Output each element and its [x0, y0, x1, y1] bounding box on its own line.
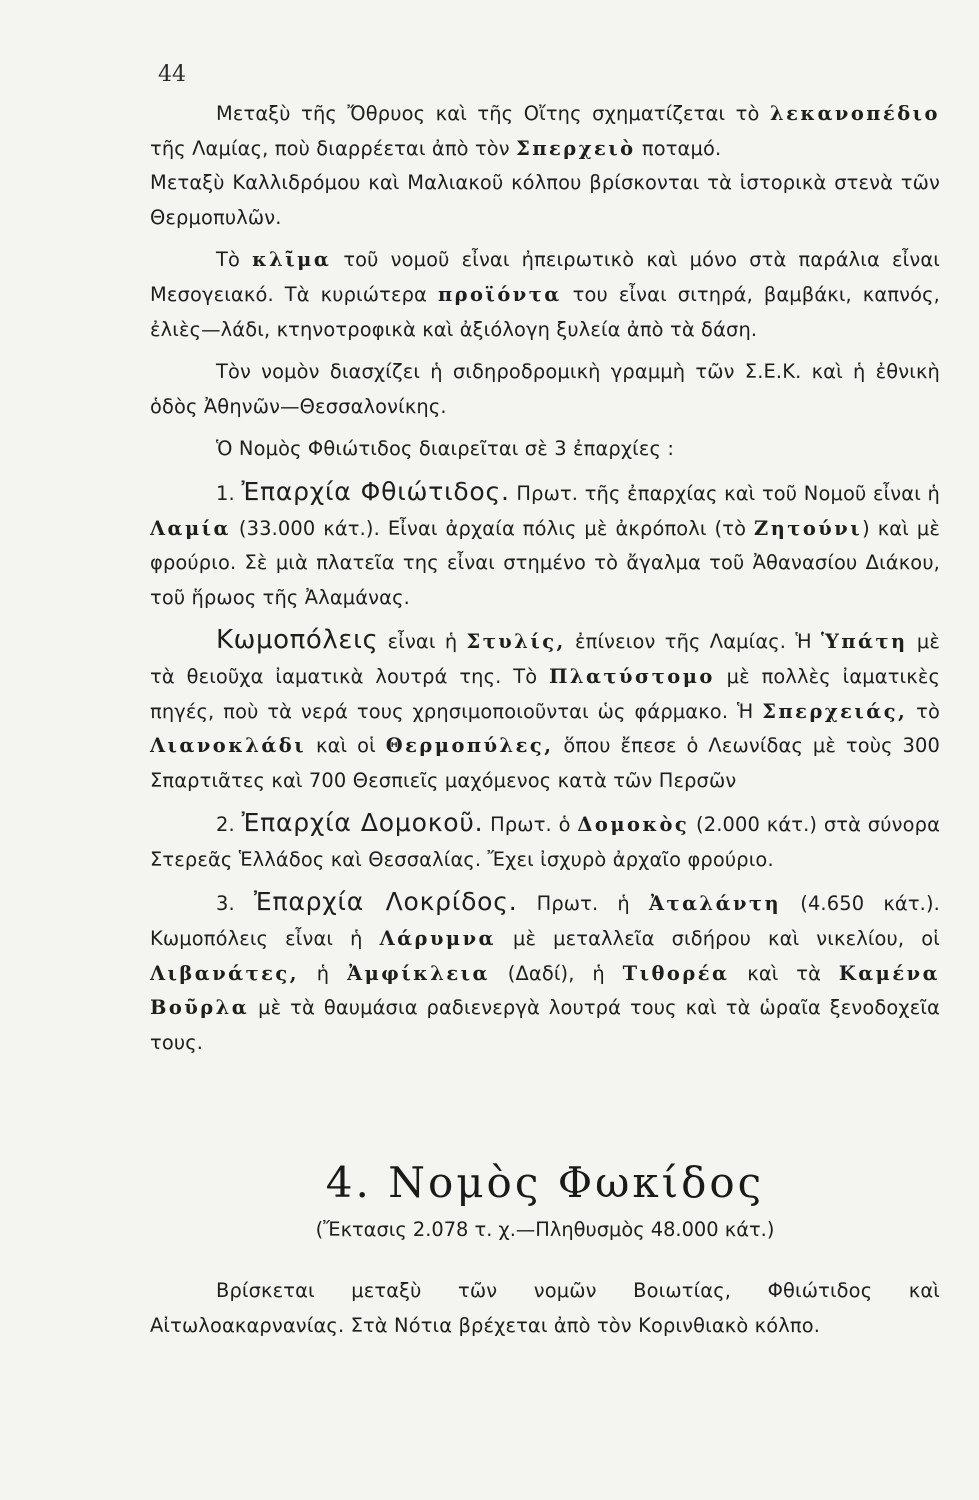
section-title: 4. Νομὸς Φωκίδος — [325, 1158, 765, 1207]
province-heading: Ἐπαρχία Δομοκοῦ. — [241, 808, 484, 838]
province-heading: Ἐπαρχία Φθιώτιδος. — [241, 476, 510, 506]
spaced-term: Πλατύστομο — [549, 664, 715, 688]
spaced-term: Δομοκὸς — [577, 813, 690, 837]
paragraph-province-fthiotida: 1. Ἐπαρχία Φθιώτιδος. Πρωτ. τῆς ἐπαρχίας καὶ τοῦ Νομοῦ εἶναι ἡ Λαμία (33.000 κάτ.). Εἶναι ἀρχαία πόλις μὲ ἀκρόπολι (τὸ Ζητούνι) καὶ μὲ φρούριο. Σὲ μιὰ πλατεῖα της εἶναι στημένο τὸ ἄγαλμα τοῦ Ἀθανασίου Διάκου, τοῦ ἥρωος τῆς Ἀλαμάνας. — [150, 476, 941, 609]
section-subtitle: (Ἔκτασις 2.078 τ. χ.—Πληθυσμὸς 48.000 κάτ.) — [315, 1218, 775, 1241]
spaced-term: Ἀμφίκλεια — [347, 961, 490, 985]
paragraph-province-domokos: 2. Ἐπαρχία Δομοκοῦ. Πρωτ. ὁ Δομοκὸς (2.000 κάτ.) στὰ σύνορα Στερεᾶς Ἑλλάδος καὶ Θεσσαλίας. Ἔχει ἰσχυρὸ ἀρχαῖο φρούριο. — [150, 808, 941, 871]
spaced-term: κλῖμα — [252, 248, 332, 272]
spaced-term: Τιθορέα — [622, 961, 730, 985]
paragraph-provinces-intro: Ὁ Νομὸς Φθιώτιδος διαιρεῖται σὲ 3 ἐπαρχίες : — [216, 437, 675, 461]
spaced-term: Λιανοκλάδι — [150, 734, 307, 758]
spaced-term: Ὑπάτη — [820, 630, 908, 654]
paragraph-fokida: Βρίσκεται μεταξὺ τῶν νομῶν Βοιωτίας, Φθιώτιδος καὶ Αἰτωλοακαρνανίας. Στὰ Νότια βρέχεται ἀπὸ τὸν Κορινθιακὸ κόλπο. — [150, 1279, 940, 1337]
spaced-term: Θερμοπύλες, — [385, 734, 554, 758]
page-number: 44 — [158, 62, 186, 87]
paragraph-railway: Τὸν νομὸν διασχίζει ἡ σιδηροδρομικὴ γραμμὴ τῶν Σ.Ε.Κ. καὶ ἡ ἐθνικὴ ὁδὸς Ἀθηνῶν—Θεσσαλονίκης. — [150, 360, 940, 418]
spaced-term: Σπερχειὸ — [516, 136, 636, 160]
section-body — [150, 1274, 940, 1343]
spaced-term: Λάρυμνα — [379, 927, 496, 951]
paragraph-province-lokrida: 3. Ἐπαρχία Λοκρίδος. Πρωτ. ἡ Ἀταλάντη (4.650 κάτ.). Κωμοπόλεις εἶναι ἡ Λάρυμνα μὲ μεταλλεῖα σιδήρου καὶ νικελίου, οἱ Λιβανάτες, ἡ Ἀμφίκλεια (Δαδί), ἡ Τιθορέα καὶ τὰ Καμένα Βοῦρλα μὲ τὰ θαυμάσια ραδιενεργὰ λουτρά τους καὶ τὰ ὡραῖα ξενοδοχεῖα τους. — [150, 887, 940, 1054]
spaced-term: Λαμία — [150, 516, 231, 540]
paragraph-lekanopedio: Μεταξὺ τῆς Ὄθρυος καὶ τῆς Οἴτης σχηματίζεται τὸ λεκανοπέδιο τῆς Λαμίας, ποὺ διαρρέεται ἀπὸ τὸν Σπερχειὸ ποταμό. Μεταξὺ Καλλιδρόμου καὶ Μαλιακοῦ κόλπου βρίσκονται τὰ ἱστορικὰ στενὰ τῶν Θερμοπυλῶν. — [150, 102, 940, 229]
province-heading: Ἐπαρχία Λοκρίδος. — [253, 887, 518, 917]
spaced-term: Σπερχειάς, — [762, 699, 908, 723]
spaced-term: Ἀταλάντη — [648, 892, 782, 916]
spaced-term: Στυλίς, — [466, 630, 566, 654]
paragraph-climate: Τὸ κλῖμα τοῦ νομοῦ εἶναι ἠπειρωτικὸ καὶ μόνο στὰ παράλια εἶναι Μεσογειακό. Τὰ κυριώτερα προϊόντα του εἶναι σιτηρά, βαμβάκι, καπνός, ἐλιὲς—λάδι, κτηνοτροφικὰ καὶ ἀξιόλογη ξυλεία ἀπὸ τὰ δάση. — [150, 248, 940, 341]
spaced-term: Καμένα Βοῦρλα — [150, 961, 940, 1020]
body-text — [150, 97, 940, 1060]
spaced-term: Λιβανάτες, — [150, 961, 299, 985]
paragraph-thermopylae: Μεταξὺ Καλλιδρόμου καὶ Μαλιακοῦ κόλπου βρίσκονται τὰ ἱστορικὰ στενὰ τῶν Θερμοπυλῶν. — [150, 171, 940, 229]
spaced-term: προϊόντα — [437, 282, 562, 306]
paragraph-towns: Κωμοπόλεις εἶναι ἡ Στυλίς, ἐπίνειον τῆς Λαμίας. Ἡ Ὑπάτη μὲ τὰ θειοῦχα ἰαματικὰ λουτρά της. Τὸ Πλατύστομο μὲ πολλὲς ἰαματικὲς πηγές, ποὺ τὰ νερά τους χρησιμοποιοῦνται ὡς φάρμακο. Ἡ Σπερχειάς, τὸ Λιανοκλάδι καὶ οἱ Θερμοπύλες, ὅπου ἔπεσε ὁ Λεωνίδας μὲ τοὺς 300 Σπαρτιᾶτες καὶ 700 Θεσπιεῖς μαχόμενος κατὰ τῶν Περσῶν — [150, 625, 940, 792]
towns-heading: Κωμοπόλεις — [216, 625, 379, 656]
spaced-term: λεκανοπέδιο — [770, 102, 940, 125]
spaced-term: Ζητούνι — [754, 516, 863, 540]
